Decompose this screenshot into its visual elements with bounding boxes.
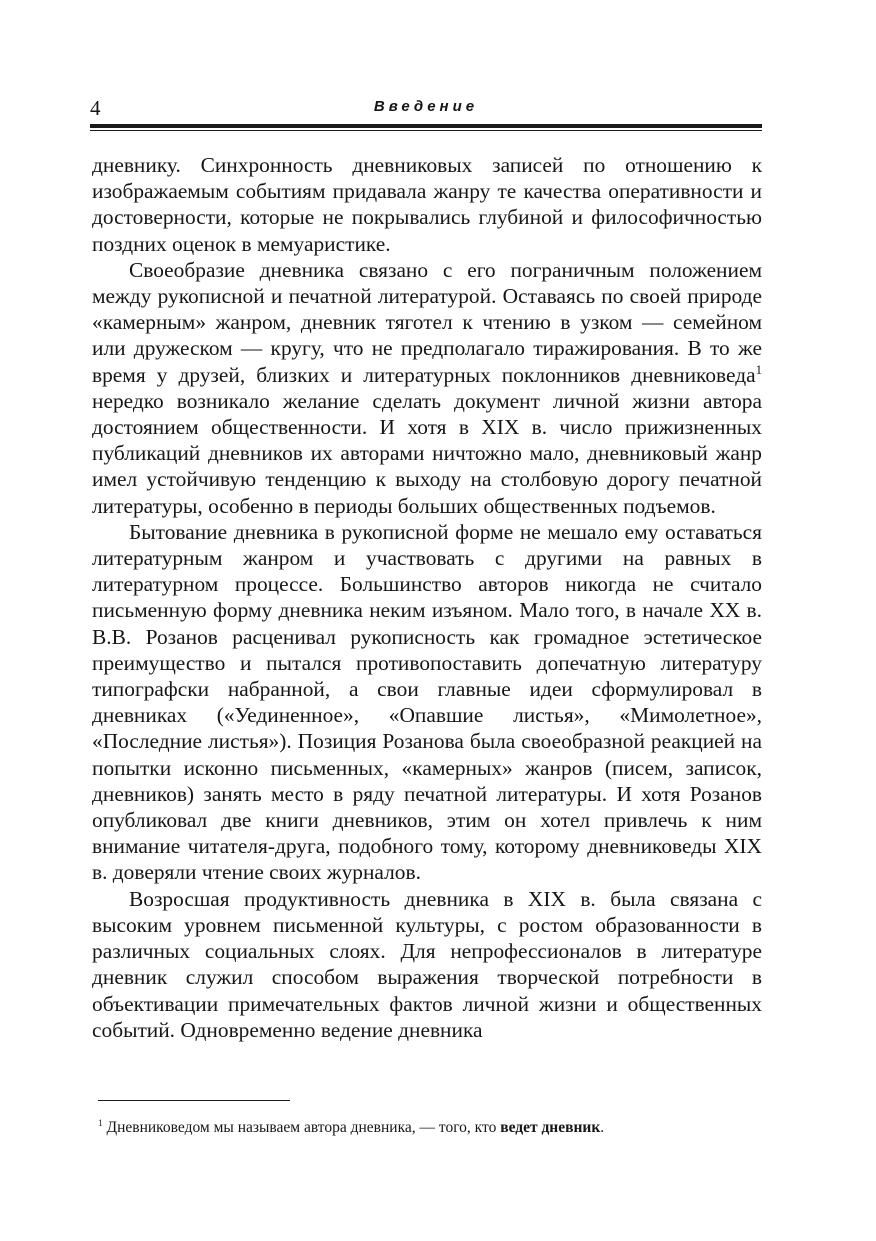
footnote-mark: 1 (98, 1118, 103, 1129)
paragraph-1 (92, 152, 762, 257)
footnote-end: . (600, 1119, 605, 1136)
running-title: Введение (373, 98, 479, 115)
paragraph-2 (92, 257, 762, 519)
paragraph-4 (92, 886, 762, 1043)
page-number: 4 (90, 96, 101, 120)
footnote-text: Дневниковедом мы называем автора дневника, — того, кто (102, 1119, 501, 1136)
page-header (90, 94, 762, 122)
paragraph-2-text-start: Своеобразие дневника связано с его пограничным положением между рукописной и печатной литературой. Оставаясь по своей природе «камерным» жанром, дневник тяготел к чтению в узком — семейном или дружеском — кругу, что не предполагало тиражирования. В то же время у друзей, близких и литературных поклонников дневниковеда (92, 257, 762, 387)
paragraph-1-text: дневнику. Синхронность дневниковых записей по отношению к изображаемым событиям придавала жанру те качества оперативности и достоверности, которые не покрывались глубиной и философичностью поздних оценок в мемуаристике. (92, 153, 762, 256)
paragraph-2-text-end: нередко возникало желание сделать документ личной жизни автора достоянием общественности. И хотя в XIX в. число прижизненных публикаций дневников их авторами ничтожно мало, дневниковый жанр имел устойчивую тенденцию к выходу на столбовую дорогу печатной литературы, особенно в периоды больших общественных подъемов. (92, 388, 762, 518)
header-rule (90, 124, 762, 131)
footnote-bold-text: ведет дневник (500, 1119, 601, 1136)
paragraph-4-text: Возросшая продуктивность дневника в XIX в. была связана с высоким уровнем письменной культуры, с ростом образованности в различных социальных слоях. Для непрофессионалов в литературе дневник служил способом выражения творческой потребности в объективации примечательных фактов личной жизни и общественных событий. Одновременно ведение дневника (92, 886, 762, 1042)
paragraph-3 (92, 519, 762, 886)
body-text (92, 152, 762, 1043)
footnote (98, 1118, 762, 1138)
paragraph-3-text: Бытование дневника в рукописной форме не мешало ему оставаться литературным жанром и участвовать с другими на равных в литературном процессе. Большинство авторов никогда не считало письменную форму дневника неким изъяном. Мало того, в начале XX в. В.В. Розанов расценивал рукописность как громадное эстетическое преимущество и пытался противопоставить допечатную литературу типографски набранной, а свои главные идеи сформулировал в дневниках («Уединенное», «Опавшие листья», «Мимолетное», «Последние листья»). Позиция Розанова была своеобразной реакцией на попытки исконно письменных, «камерных» жанров (писем, записок, дневников) занять место в ряду печатной литературы. И хотя Розанов опубликовал две книги дневников, этим он хотел привлечь к ним внимание читателя-друга, подобного тому, которому дневниковеды XIX в. доверяли чтение своих журналов. (92, 519, 762, 885)
footnote-rule (98, 1100, 290, 1101)
footnote-reference[interactable]: 1 (755, 362, 762, 377)
